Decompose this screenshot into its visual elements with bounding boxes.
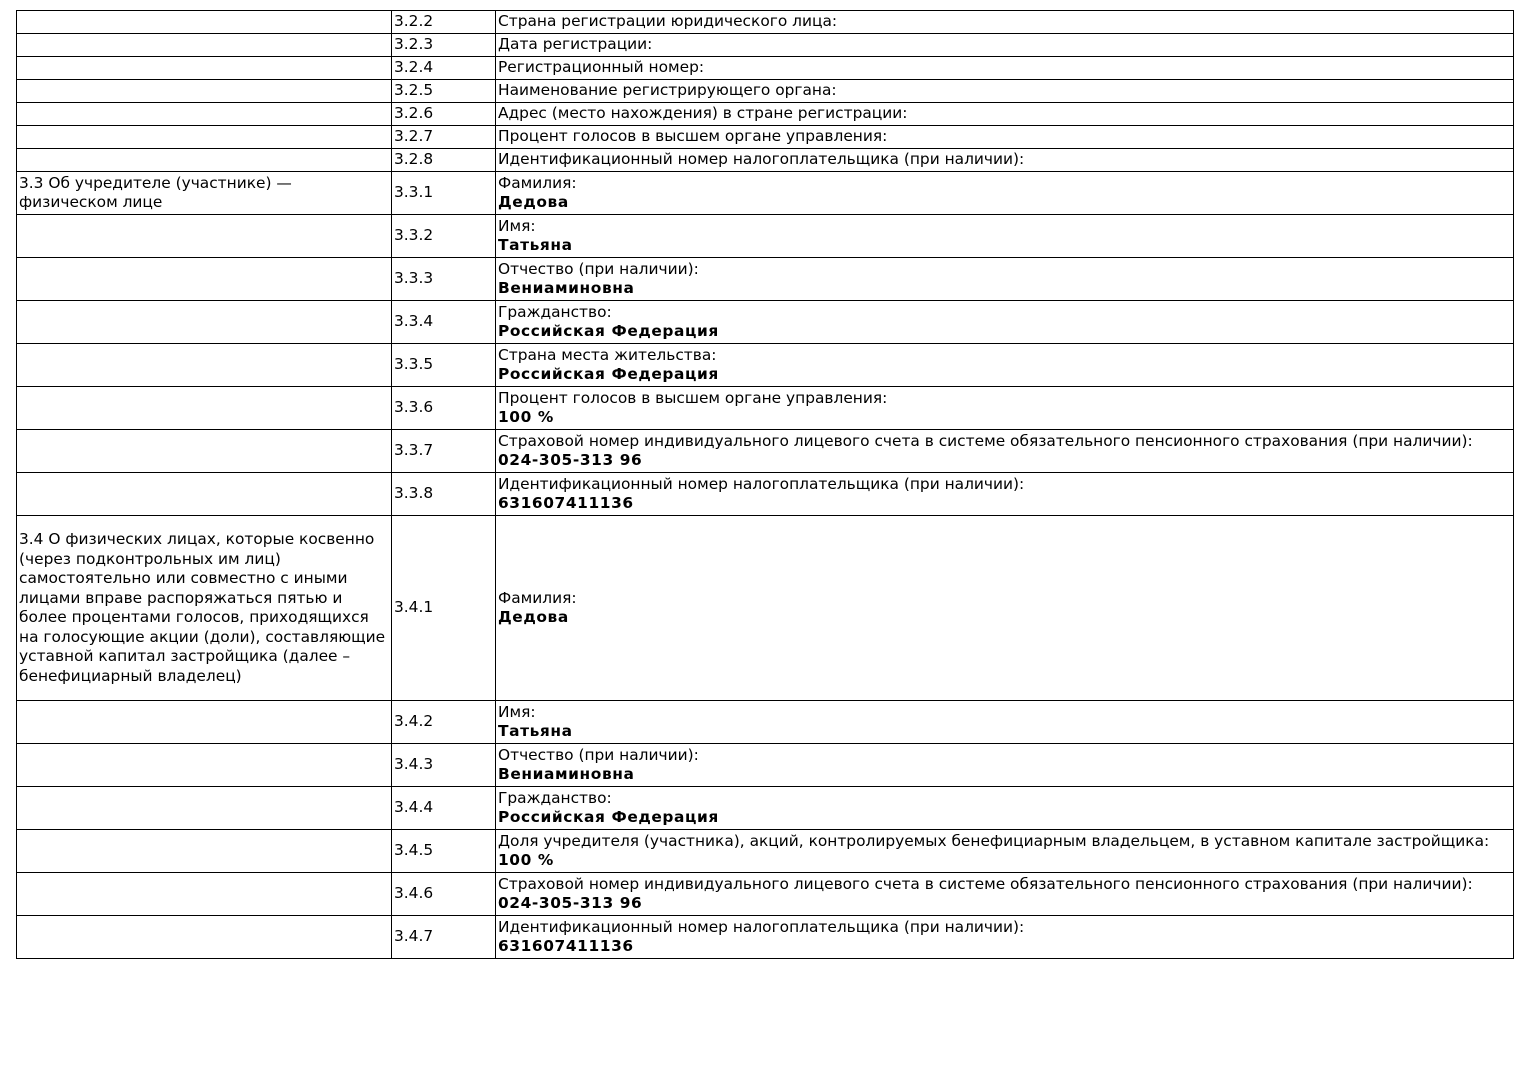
code-cell: 3.3.6 [392, 387, 496, 430]
code-cell: 3.2.4 [392, 57, 496, 80]
section-cell [17, 57, 392, 80]
section-cell [17, 744, 392, 787]
field-label: Дата регистрации: [498, 35, 653, 54]
section-cell: 3.4 О физических лицах, которые косвенно (через подконтрольных им лиц) самостоятельно или совместно с иными лицами вправе распоряжаться пятью и более процентами голосов, приходящихся на голосующие акции (доли), составляющие уставной капитал застройщика (далее – бенефициарный владелец) [17, 516, 392, 701]
section-cell [17, 387, 392, 430]
field-label: Страна места жительства: [498, 345, 717, 364]
code-cell: 3.2.5 [392, 80, 496, 103]
field-label: Наименование регистрирующего органа: [498, 81, 837, 100]
disclosure-table [16, 10, 1514, 959]
code-cell: 3.3.5 [392, 344, 496, 387]
field-cell [496, 916, 1514, 959]
section-cell [17, 126, 392, 149]
section-cell [17, 149, 392, 172]
field-cell [496, 215, 1514, 258]
table-row [17, 701, 1514, 744]
field-value: 100 % [498, 851, 554, 869]
field-label: Идентификационный номер налогоплательщика (при наличии): [498, 917, 1025, 936]
field-label: Имя: [498, 216, 536, 235]
field-label: Идентификационный номер налогоплательщика (при наличии): [498, 150, 1025, 169]
code-cell: 3.4.4 [392, 787, 496, 830]
field-cell [496, 149, 1514, 172]
section-cell [17, 80, 392, 103]
field-label: Адрес (место нахождения) в стране регистрации: [498, 104, 908, 123]
table-row [17, 744, 1514, 787]
table-row [17, 258, 1514, 301]
table-row [17, 57, 1514, 80]
field-cell [496, 57, 1514, 80]
field-label: Идентификационный номер налогоплательщика (при наличии): [498, 474, 1025, 493]
field-label: Регистрационный номер: [498, 58, 705, 77]
field-value: 024-305-313 96 [498, 451, 643, 469]
field-label: Фамилия: [498, 173, 577, 192]
field-cell [496, 873, 1514, 916]
section-cell [17, 103, 392, 126]
field-label: Доля учредителя (участника), акций, контролируемых бенефициарным владельцем, в уставном капитале застройщика: [498, 831, 1490, 850]
code-cell: 3.3.3 [392, 258, 496, 301]
code-cell: 3.3.8 [392, 473, 496, 516]
table-row [17, 11, 1514, 34]
field-label: Страховой номер индивидуального лицевого счета в системе обязательного пенсионного страхования (при наличии): [498, 874, 1473, 893]
code-cell: 3.3.7 [392, 430, 496, 473]
field-cell [496, 701, 1514, 744]
table-row [17, 516, 1514, 701]
section-cell [17, 873, 392, 916]
section-cell [17, 215, 392, 258]
field-label: Фамилия: [498, 588, 577, 607]
field-cell [496, 787, 1514, 830]
field-cell [496, 744, 1514, 787]
section-cell [17, 34, 392, 57]
field-value: 631607411136 [498, 937, 634, 955]
section-cell: 3.3 Об учредителе (участнике) — физическом лице [17, 172, 392, 215]
field-cell [496, 830, 1514, 873]
field-value: Татьяна [498, 236, 573, 254]
section-cell [17, 473, 392, 516]
field-value: Вениаминовна [498, 765, 635, 783]
field-cell [496, 11, 1514, 34]
code-cell: 3.4.7 [392, 916, 496, 959]
field-value: Татьяна [498, 722, 573, 740]
table-row [17, 215, 1514, 258]
section-cell [17, 430, 392, 473]
code-cell: 3.3.1 [392, 172, 496, 215]
table-row [17, 149, 1514, 172]
code-cell: 3.4.1 [392, 516, 496, 701]
code-cell: 3.2.6 [392, 103, 496, 126]
section-cell [17, 301, 392, 344]
field-value: 631607411136 [498, 494, 634, 512]
table-row [17, 103, 1514, 126]
table-row [17, 344, 1514, 387]
section-cell [17, 701, 392, 744]
field-label: Отчество (при наличии): [498, 259, 699, 278]
code-cell: 3.4.2 [392, 701, 496, 744]
field-value: Дедова [498, 608, 569, 626]
field-value: 024-305-313 96 [498, 894, 643, 912]
section-cell [17, 11, 392, 34]
field-cell [496, 344, 1514, 387]
field-value: Российская Федерация [498, 808, 719, 826]
field-label: Страховой номер индивидуального лицевого счета в системе обязательного пенсионного страхования (при наличии): [498, 431, 1473, 450]
table-row [17, 916, 1514, 959]
field-value: 100 % [498, 408, 554, 426]
section-cell [17, 916, 392, 959]
table-row [17, 387, 1514, 430]
table-row [17, 430, 1514, 473]
field-cell [496, 172, 1514, 215]
section-cell [17, 344, 392, 387]
code-cell: 3.2.7 [392, 126, 496, 149]
code-cell: 3.3.2 [392, 215, 496, 258]
table-row [17, 830, 1514, 873]
field-value: Дедова [498, 193, 569, 211]
field-cell [496, 301, 1514, 344]
field-label: Процент голосов в высшем органе управления: [498, 388, 888, 407]
code-cell: 3.4.5 [392, 830, 496, 873]
field-cell [496, 34, 1514, 57]
field-cell [496, 387, 1514, 430]
field-label: Имя: [498, 702, 536, 721]
code-cell: 3.2.8 [392, 149, 496, 172]
field-cell [496, 80, 1514, 103]
code-cell: 3.2.2 [392, 11, 496, 34]
field-label: Отчество (при наличии): [498, 745, 699, 764]
field-cell [496, 430, 1514, 473]
table-row [17, 473, 1514, 516]
field-label: Страна регистрации юридического лица: [498, 12, 838, 31]
field-label: Гражданство: [498, 788, 612, 807]
section-cell [17, 258, 392, 301]
code-cell: 3.2.3 [392, 34, 496, 57]
field-cell [496, 516, 1514, 701]
table-row [17, 34, 1514, 57]
field-cell [496, 258, 1514, 301]
table-row [17, 172, 1514, 215]
table-row [17, 301, 1514, 344]
field-cell [496, 103, 1514, 126]
field-label: Процент голосов в высшем органе управления: [498, 127, 888, 146]
field-cell [496, 126, 1514, 149]
field-value: Российская Федерация [498, 322, 719, 340]
code-cell: 3.3.4 [392, 301, 496, 344]
field-value: Вениаминовна [498, 279, 635, 297]
table-row [17, 126, 1514, 149]
code-cell: 3.4.6 [392, 873, 496, 916]
field-cell [496, 473, 1514, 516]
table-row [17, 873, 1514, 916]
code-cell: 3.4.3 [392, 744, 496, 787]
section-cell [17, 787, 392, 830]
field-value: Российская Федерация [498, 365, 719, 383]
field-label: Гражданство: [498, 302, 612, 321]
table-row [17, 80, 1514, 103]
table-row [17, 787, 1514, 830]
section-cell [17, 830, 392, 873]
